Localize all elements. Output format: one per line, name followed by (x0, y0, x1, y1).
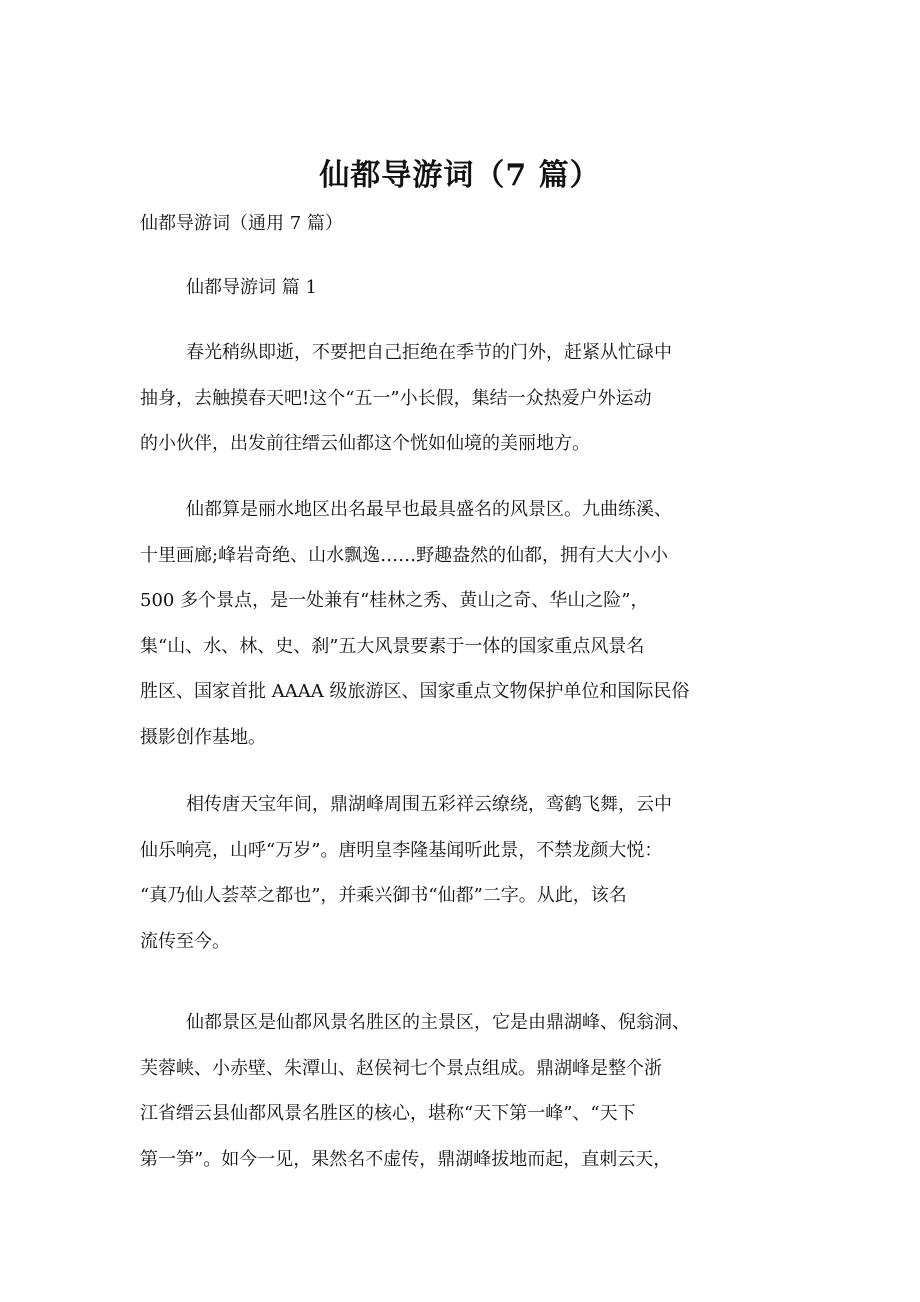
paragraph-line: 春光稍纵即逝，不要把自己拒绝在季节的门外，赶紧从忙碌中 (186, 342, 672, 363)
paragraph-line: 集“山、水、林、史、刹”五大风景要素于一体的国家重点风景名 (140, 635, 645, 657)
paragraph-line: 芙蓉峡、小赤壁、朱潭山、赵侯祠七个景点组成。鼎湖峰是整个浙 (140, 1057, 662, 1079)
paragraph-line: 十里画廊;峰岩奇绝、山水飘逸……野趣盎然的仙都，拥有大大小小 (140, 544, 669, 566)
paragraph-line: 江省缙云县仙都风景名胜区的核心，堪称“天下第一峰”、“天下 (140, 1103, 636, 1124)
paragraph-line: 流传至今。 (140, 930, 230, 952)
paragraph-line: 仙乐响亮，山呼“万岁”。唐明皇李隆基闻听此景，不禁龙颜大悦： (140, 839, 663, 861)
paragraph-3 (140, 782, 800, 964)
paragraph-1 (140, 330, 800, 467)
document-title: 仙都导游词（7 篇） (319, 158, 601, 193)
paragraph-line: 抽身，去触摸春天吧!这个“五一”小长假，集结一众热爱户外运动 (140, 387, 652, 409)
paragraph-line: 相传唐天宝年间，鼎湖峰周围五彩祥云缭绕，鸾鹤飞舞，云中 (186, 794, 672, 815)
paragraph-line: 仙都景区是仙都风景名胜区的主景区，它是由鼎湖峰、倪翁洞、 (186, 1012, 690, 1033)
paragraph-line: 500 多个景点，是一处兼有“桂林之秀、黄山之奇、华山之险”， (140, 590, 649, 611)
paragraph-2 (140, 487, 800, 760)
document-subtitle: 仙都导游词（通用 7 篇） (140, 213, 343, 234)
section-heading (140, 273, 317, 299)
section-heading-text: 仙都导游词 篇 1 (186, 277, 317, 298)
paragraph-4 (140, 1000, 800, 1182)
paragraph-line: 胜区、国家首批 AAAA 级旅游区、国家重点文物保护单位和国际民俗 (140, 681, 690, 702)
paragraph-line: 摄影创作基地。 (140, 726, 266, 748)
paragraph-line: 第一笋”。如今一见，果然名不虚传，鼎湖峰拔地而起，直刺云天， (140, 1148, 672, 1170)
paragraph-line: 仙都算是丽水地区出名最早也最具盛名的风景区。九曲练溪、 (186, 499, 672, 520)
paragraph-line: 的小伙伴，出发前往缙云仙都这个恍如仙境的美丽地方。 (140, 433, 590, 454)
paragraph-line: “真乃仙人荟萃之都也”，并乘兴御书“仙都”二字。从此，该名 (140, 885, 627, 906)
